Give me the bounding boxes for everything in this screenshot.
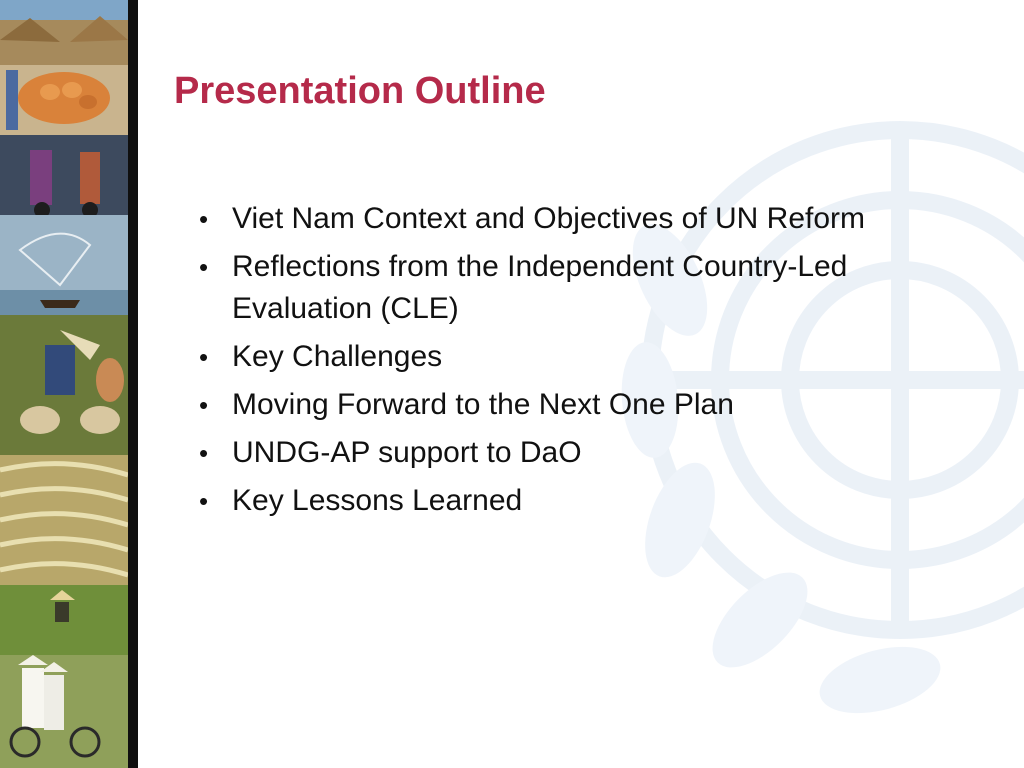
list-item-text: Viet Nam Context and Objectives of UN Reform bbox=[232, 202, 866, 235]
slide-title: Presentation Outline bbox=[174, 70, 546, 112]
list-item bbox=[195, 480, 985, 522]
bullet-icon: • bbox=[199, 252, 209, 282]
list-item bbox=[195, 246, 985, 330]
bullet-icon: • bbox=[199, 342, 209, 372]
bullet-icon: • bbox=[199, 204, 209, 234]
list-item bbox=[195, 198, 985, 240]
photo-collage-image bbox=[0, 0, 128, 768]
bullet-icon: • bbox=[199, 486, 209, 516]
outline-list bbox=[195, 198, 985, 528]
list-item-text: Key Challenges bbox=[232, 340, 443, 373]
list-item-text: UNDG-AP support to DaO bbox=[232, 436, 582, 469]
list-item-text: Key Lessons Learned bbox=[232, 484, 523, 517]
list-item-text: Moving Forward to the Next One Plan bbox=[232, 388, 734, 421]
collage-border bbox=[128, 0, 138, 768]
photo-collage-strip bbox=[0, 0, 128, 768]
bullet-icon: • bbox=[199, 390, 209, 420]
list-item-text: Reflections from the Independent Country-Led Evaluation (CLE) bbox=[232, 250, 848, 325]
bullet-icon: • bbox=[199, 438, 209, 468]
list-item bbox=[195, 432, 985, 474]
list-item bbox=[195, 336, 985, 378]
list-item bbox=[195, 384, 985, 426]
